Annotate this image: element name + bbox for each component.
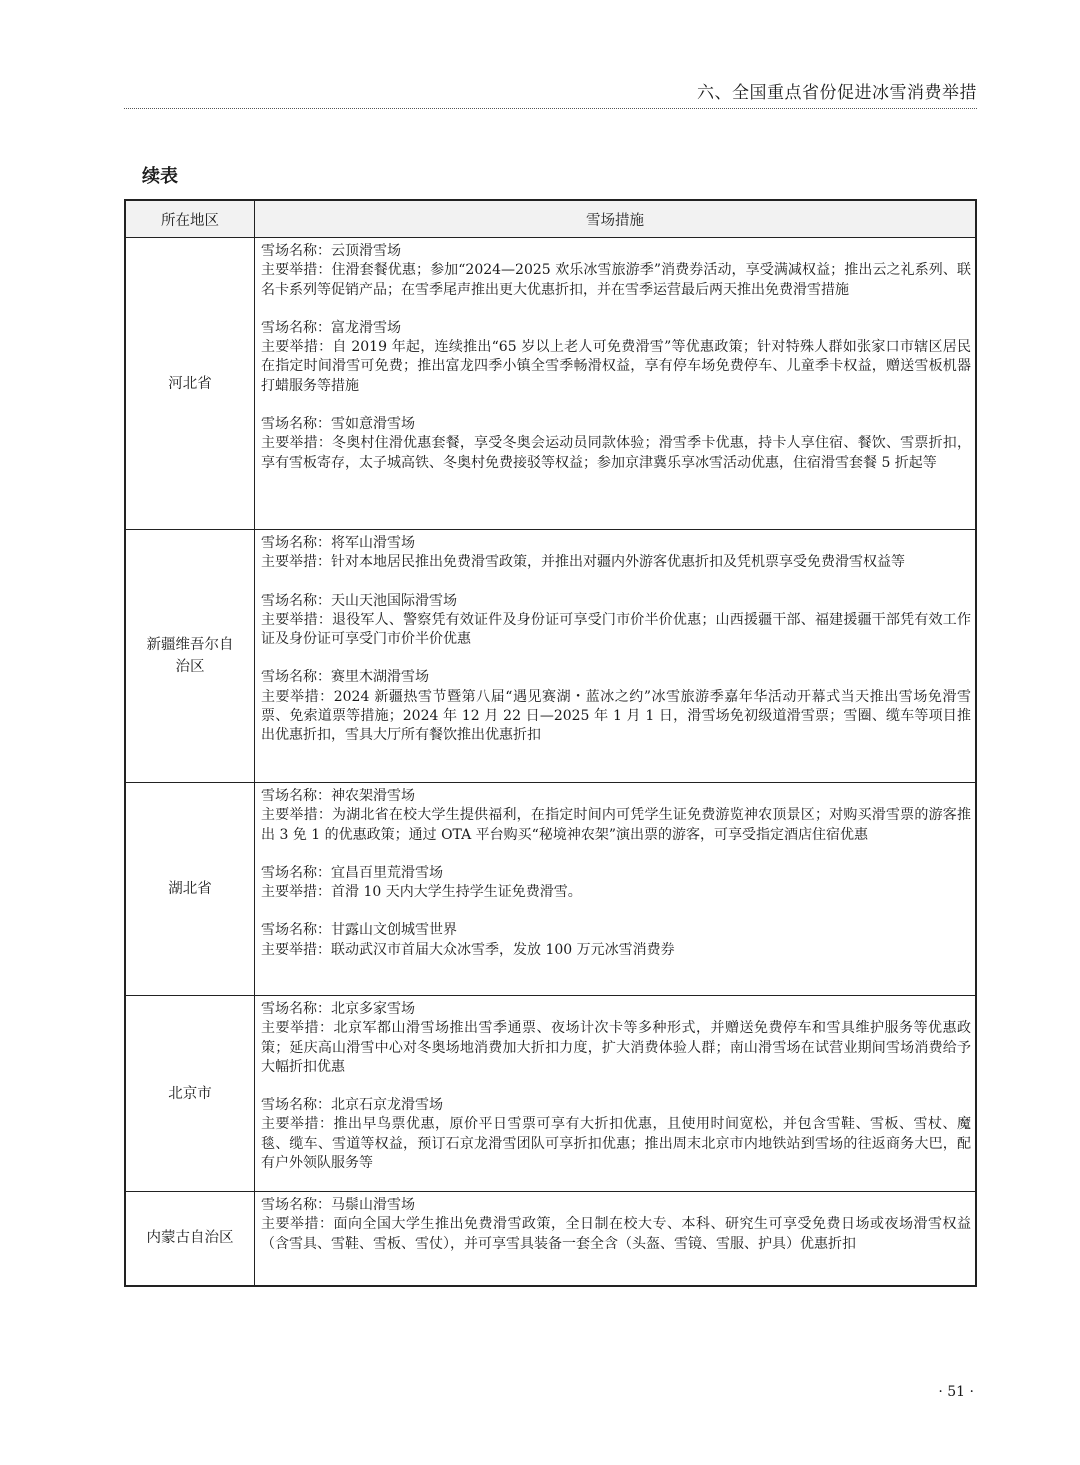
- table-continuation-title: 续表: [142, 166, 178, 187]
- resort-name: 雪场名称：天山天池国际滑雪场: [261, 592, 457, 609]
- measures-cell: [255, 1192, 977, 1286]
- resort-entry: [261, 1196, 971, 1254]
- resort-measures: 主要举措：面向全国大学生推出免费滑雪政策，全日制在校大专、本科、研究生可享受免费日场或夜场滑雪权益（含雪具、雪鞋、雪板、雪仗），并可享雪具装备一套全含（头盔、雪镜、雪服、护具）优惠折扣: [261, 1216, 971, 1252]
- resort-measures: 主要举措：首滑 10 天内大学生持学生证免费滑雪。: [261, 884, 582, 901]
- measures-cell: [255, 783, 977, 996]
- table-row: [125, 238, 976, 530]
- region-cell: 北京市: [125, 996, 255, 1192]
- resort-name: 雪场名称：赛里木湖滑雪场: [261, 669, 429, 686]
- measures-cell: [255, 238, 977, 530]
- resort-measures: 主要举措：2024 新疆热雪节暨第八届“遇见赛湖・蓝冰之约”冰雪旅游季嘉年华活动开幕式当天推出雪场免滑雪票、免索道票等措施；2024 年 12 月 22 日—2025 年 1 月 1 日，滑雪场免初级道滑雪票；雪圈、缆车等项目推出优惠折扣，雪具大厅所有餐饮推出优惠折扣: [261, 688, 971, 744]
- resort-entry: [261, 319, 971, 396]
- resort-measures: 主要举措：针对本地居民推出免费滑雪政策，并推出对疆内外游客优惠折扣及凭机票享受免费滑雪权益等: [261, 554, 905, 571]
- resort-name: 雪场名称：富龙滑雪场: [261, 319, 401, 336]
- resort-entry: [261, 787, 971, 845]
- resort-measures: 主要举措：退役军人、警察凭有效证件及身份证可享受门市价半价优惠；山西援疆干部、福建援疆干部凭有效工作证及身份证可享受门市价半价优惠: [261, 611, 971, 648]
- resort-name: 雪场名称：云顶滑雪场: [261, 243, 401, 259]
- resort-measures-table: [124, 199, 977, 1287]
- region-cell: 湖北省: [125, 783, 255, 996]
- resort-name: 雪场名称：雪如意滑雪场: [261, 416, 415, 433]
- resort-measures: 主要举措：住滑套餐优惠；参加“2024—2025 欢乐冰雪旅游季”消费券活动，享受满减权益；推出云之礼系列、联名卡系列等促销产品；在雪季尾声推出更大优惠折扣，并在雪季运营最后两天推出免费滑雪措施: [261, 262, 971, 298]
- resort-entry: [261, 415, 971, 473]
- resort-measures: 主要举措：自 2019 年起，连续推出“65 岁以上老人可免费滑雪”等优惠政策；针对特殊人群如张家口市辖区居民在指定时间滑雪可免费；推出富龙四季小镇全雪季畅滑权益，享有停车场免费停车、儿童季卡权益，赠送雪板机器打蜡服务等措施: [261, 339, 971, 394]
- chapter-title: 六、全国重点省份促进冰雪消费举措: [697, 83, 977, 103]
- resort-measures: 主要举措：为湖北省在校大学生提供福利，在指定时间内可凭学生证免费游览神农顶景区；对购买滑雪票的游客推出 3 免 1 的优惠政策；通过 OTA 平台购买“秘境神农架”演出票的游客，可享受指定酒店住宿优惠: [261, 807, 971, 843]
- resort-measures: 主要举措：北京军都山滑雪场推出雪季通票、夜场计次卡等多种形式，并赠送免费停车和雪具维护服务等优惠政策；延庆高山滑雪中心对冬奥场地消费加大折扣力度，扩大消费体验人群；南山滑雪场在试营业期间雪场消费给予大幅折扣优惠: [261, 1020, 971, 1075]
- region-cell: 内蒙古自治区: [125, 1192, 255, 1286]
- table-row: [125, 1192, 976, 1286]
- running-header: [124, 78, 977, 109]
- measures-cell: [255, 530, 977, 783]
- region-cell: 河北省: [125, 238, 255, 530]
- resort-entry: [261, 921, 971, 960]
- resort-measures: 主要举措：推出早鸟票优惠，原价平日雪票可享有大折扣优惠，且使用时间宽松，并包含雪鞋、雪板、雪杖、魔毯、缆车、雪道等权益，预订石京龙滑雪团队可享折扣优惠；推出周末北京市内地铁站到雪场的往返商务大巴，配有户外领队服务等: [261, 1116, 971, 1172]
- resort-entry: [261, 242, 971, 300]
- resort-name: 雪场名称：马鬃山滑雪场: [261, 1197, 415, 1213]
- resort-measures: 主要举措：冬奥村住滑优惠套餐，享受冬奥会运动员同款体验；滑雪季卡优惠，持卡人享住宿、餐饮、雪票折扣，享有雪板寄存，太子城高铁、冬奥村免费接驳等权益；参加京津冀乐享冰雪活动优惠，住宿滑雪套餐 5 折起等: [261, 435, 971, 471]
- resort-name: 雪场名称：北京多家雪场: [261, 1001, 415, 1017]
- region-cell: 新疆维吾尔自治区: [125, 530, 255, 783]
- resort-name: 雪场名称：宜昌百里荒滑雪场: [261, 864, 443, 881]
- measures-cell: [255, 996, 977, 1192]
- resort-name: 雪场名称：甘露山文创城雪世界: [261, 922, 457, 939]
- resort-entry: [261, 668, 971, 745]
- table-header-row: [125, 200, 976, 238]
- table-row: [125, 530, 976, 783]
- resort-entry: [261, 864, 971, 903]
- resort-entry: [261, 534, 971, 573]
- resort-entry: [261, 592, 971, 650]
- resort-name: 雪场名称：神农架滑雪场: [261, 788, 415, 804]
- resort-entry: [261, 1000, 971, 1077]
- resort-measures: 主要举措：联动武汉市首届大众冰雪季，发放 100 万元冰雪消费券: [261, 941, 675, 958]
- table-row: [125, 783, 976, 996]
- resort-name: 雪场名称：将军山滑雪场: [261, 535, 415, 551]
- resort-entry: [261, 1096, 971, 1173]
- page-number: · 51 ·: [938, 1384, 974, 1400]
- column-header-region: 所在地区: [125, 200, 255, 238]
- table-row: [125, 996, 976, 1192]
- column-header-measures: 雪场措施: [255, 200, 977, 238]
- resort-name: 雪场名称：北京石京龙滑雪场: [261, 1097, 443, 1114]
